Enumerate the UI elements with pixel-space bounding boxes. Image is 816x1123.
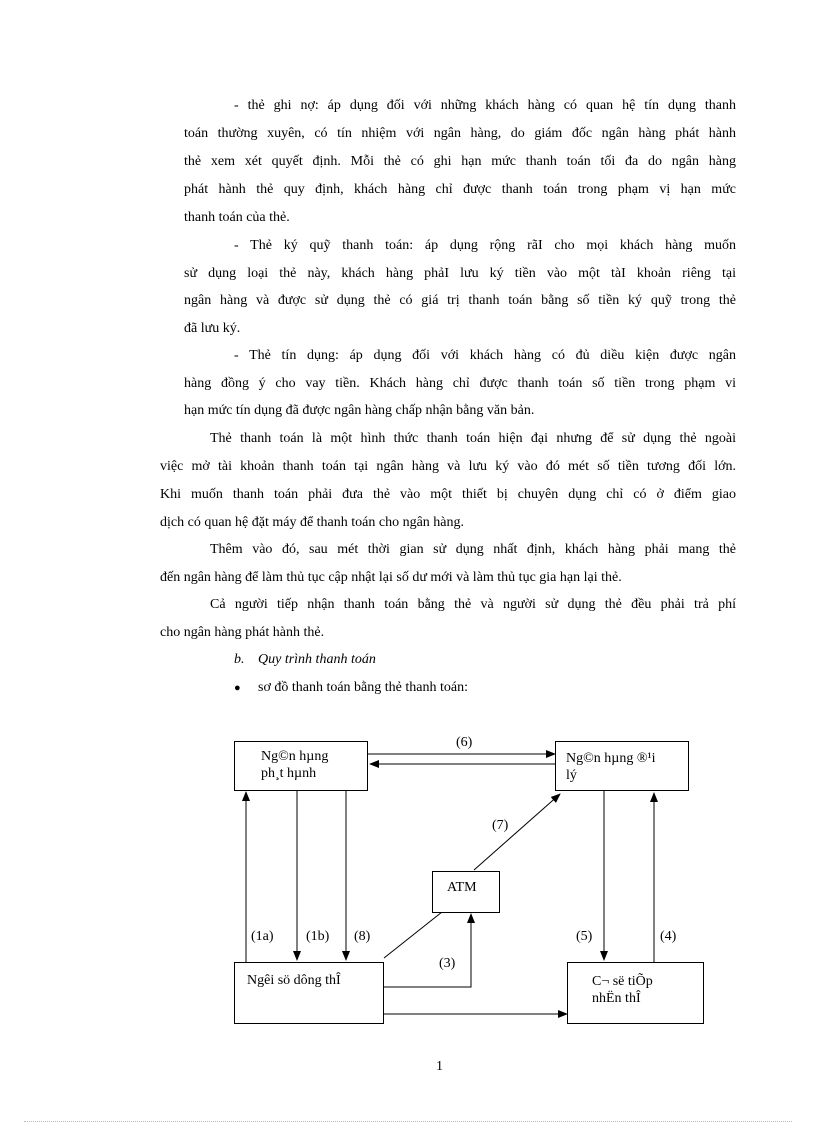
issuer-bank-label-1: Ng©n hµng — [261, 749, 329, 764]
step-1b-label: (1b) — [306, 929, 330, 944]
merchant-label-2: nhËn thÎ — [592, 991, 641, 1006]
page-bottom-divider — [24, 1121, 792, 1122]
bullet-text: sơ đồ thanh toán bằng thẻ thanh toán: — [258, 680, 468, 695]
p4-line-2: việc mở tài khoản thanh toán tại ngân hàng và lưu ký vào đó mét số tiền tương đối lớn. — [160, 459, 736, 474]
step-6-label: (6) — [456, 735, 473, 750]
p1-line-1: - thẻ ghi nợ: áp dụng đối với những khách hàng có quan hệ tín dụng thanh — [234, 98, 736, 113]
p2-line-4: đã lưu ký. — [184, 321, 241, 336]
step-4-label: (4) — [660, 929, 677, 944]
arrow-7 — [474, 794, 560, 870]
step-7-label: (7) — [492, 818, 509, 833]
step-1a-label: (1a) — [251, 929, 274, 944]
p2-line-2: sử dụng loại thẻ này, khách hàng phảI lưu ký tiền vào một tàI khoản riêng tại — [184, 266, 736, 281]
step-3-label: (3) — [439, 956, 456, 971]
line-user-atm — [384, 912, 442, 958]
p4-line-1: Thẻ thanh toán là một hình thức thanh toán hiện đại nhưng để sử dụng thẻ ngoài — [210, 431, 736, 446]
p1-line-3: thẻ xem xét quyết định. Mỗi thẻ có ghi hạn mức thanh toán tối đa do ngân hàng — [184, 154, 736, 169]
agent-bank-label-2: lý — [566, 768, 577, 783]
arrow-3 — [384, 914, 471, 987]
p1-line-4: phát hành thẻ quy định, khách hàng chỉ được thanh toán trong phạm vị hạn mức — [184, 182, 736, 197]
card-user-label: Ngêi sö dông thÎ — [247, 973, 341, 988]
issuer-bank-label-2: ph¸t hµnh — [261, 766, 317, 781]
p4-line-3: Khi muốn thanh toán phải đưa thẻ vào một thiết bị chuyên dụng chỉ có ở điểm giao — [160, 487, 736, 502]
agent-bank-label-1: Ng©n hµng ®¹i — [566, 751, 656, 766]
p4-line-4: dịch có quan hệ đặt máy để thanh toán cho ngân hàng. — [160, 515, 465, 530]
issuer-bank-box — [234, 741, 368, 791]
page-number: 1 — [436, 1059, 443, 1074]
merchant-box — [567, 962, 704, 1024]
p3-line-2: hàng đồng ý cho vay tiền. Khách hàng chỉ được thanh toán số tiền trong phạm vi — [184, 376, 736, 391]
p2-line-3: ngân hàng và được sử dụng thẻ có giá trị thanh toán bằng số tiền ký quỹ trong thẻ — [184, 293, 736, 308]
p2-line-1: - Thẻ ký quỹ thanh toán: áp dụng rộng rãI cho mọi khách hàng muốn — [234, 238, 736, 253]
merchant-label-1: C¬ së tiÕp — [592, 974, 653, 989]
card-user-box — [234, 962, 384, 1024]
p5-line-1: Thêm vào đó, sau mét thời gian sử dụng nhất định, khách hàng phải mang thẻ — [210, 542, 736, 557]
p5-line-2: đến ngân hàng để làm thủ tục cập nhật lại số dư mới và làm thủ tục gia hạn lại thẻ. — [160, 570, 622, 585]
bullet-icon: ● — [234, 682, 241, 694]
atm-label: ATM — [447, 880, 477, 895]
atm-box — [432, 871, 500, 913]
p6-line-1: Cả người tiếp nhận thanh toán bằng thẻ và người sử dụng thẻ đều phải trả phí — [210, 597, 736, 612]
section-heading: Quy trình thanh toán — [258, 652, 376, 667]
agent-bank-box — [555, 741, 689, 791]
step-5-label: (5) — [576, 929, 593, 944]
step-8-label: (8) — [354, 929, 371, 944]
section-heading-marker: b. — [234, 652, 245, 667]
p6-line-2: cho ngân hàng phát hành thẻ. — [160, 625, 325, 640]
p3-line-1: - Thẻ tín dụng: áp dụng đối với khách hàng có đủ diều kiện được ngân — [234, 348, 736, 363]
p3-line-3: hạn mức tín dụng đã được ngân hàng chấp nhận bằng văn bản. — [184, 403, 535, 418]
p1-line-2: toán thường xuyên, có tín nhiệm với ngân hàng, do giám đốc ngân hàng phát hành — [184, 126, 736, 141]
p1-line-5: thanh toán của thẻ. — [184, 210, 290, 225]
